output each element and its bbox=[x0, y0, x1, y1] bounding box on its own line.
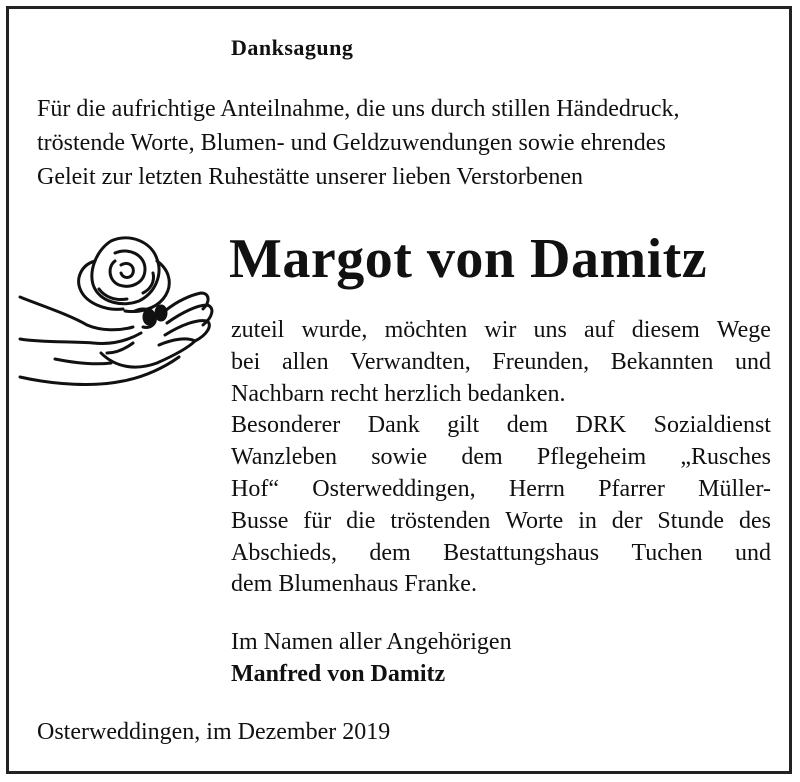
closing-block bbox=[231, 626, 512, 690]
word: Hof“ bbox=[231, 475, 279, 502]
word: für bbox=[303, 507, 332, 534]
intro-text bbox=[37, 92, 777, 194]
word: und bbox=[735, 539, 771, 566]
on-behalf-line: Im Namen aller Angehörigen bbox=[231, 629, 512, 655]
word: dem bbox=[461, 444, 503, 471]
word: Bestattungshaus bbox=[443, 539, 600, 566]
word: Pflegeheim bbox=[536, 444, 647, 471]
word: Freunden, bbox=[492, 348, 590, 375]
word: des bbox=[738, 507, 771, 534]
word: der bbox=[611, 507, 643, 534]
word: Abschieds, bbox=[231, 539, 337, 566]
word: gilt bbox=[447, 412, 480, 439]
word: Tuchen bbox=[631, 539, 703, 566]
word: allen bbox=[281, 348, 329, 375]
word: Sozialdienst bbox=[653, 412, 771, 439]
word: die bbox=[346, 507, 376, 534]
body-line bbox=[231, 506, 771, 538]
intro-line: tröstende Worte, Blumen- und Geldzuwendungen sowie ehrendes bbox=[37, 130, 666, 156]
word: Besonderer bbox=[231, 412, 341, 439]
intro-line: Geleit zur letzten Ruhestätte unserer lieben Verstorbenen bbox=[37, 164, 584, 190]
word: Osterweddingen, bbox=[312, 475, 476, 502]
word: Bekannten bbox=[610, 348, 714, 375]
deceased-name: Margot von Damitz bbox=[229, 228, 708, 290]
word: tröstenden bbox=[390, 507, 491, 534]
body-line bbox=[231, 538, 771, 570]
word: auf bbox=[583, 317, 615, 343]
word: wurde, bbox=[301, 317, 368, 343]
body-line bbox=[231, 442, 771, 474]
body-line bbox=[231, 474, 771, 506]
intro-line: Für die aufrichtige Anteilnahme, die uns durch stillen Händedruck, bbox=[37, 96, 680, 122]
word: in bbox=[578, 507, 597, 534]
word: dem bbox=[369, 539, 411, 566]
body-line bbox=[231, 315, 771, 347]
word: Stunde bbox=[657, 507, 725, 534]
word: Müller- bbox=[698, 475, 771, 502]
word: wir bbox=[484, 317, 517, 343]
word: bei bbox=[231, 348, 261, 375]
word: Wanzleben bbox=[231, 444, 338, 471]
place-date: Osterweddingen, im Dezember 2019 bbox=[37, 719, 391, 745]
word: sowie bbox=[371, 444, 428, 471]
body-line bbox=[231, 347, 771, 379]
word: „Rusches bbox=[680, 444, 771, 471]
word: Verwandten, bbox=[350, 348, 471, 375]
heading: Danksagung bbox=[231, 35, 354, 60]
word: DRK bbox=[575, 412, 627, 439]
word: Dank bbox=[367, 412, 420, 439]
word: Busse bbox=[231, 507, 289, 534]
rose-in-hand-icon bbox=[15, 231, 220, 396]
body-text bbox=[231, 315, 771, 601]
word: diesem bbox=[631, 317, 700, 343]
word: und bbox=[734, 348, 771, 375]
body-line: Nachbarn recht herzlich bedanken. bbox=[231, 380, 566, 407]
signer-name: Manfred von Damitz bbox=[231, 661, 446, 687]
body-line bbox=[231, 410, 771, 442]
word: uns bbox=[533, 317, 567, 343]
word: Worte bbox=[505, 507, 564, 534]
word: Pfarrer bbox=[598, 475, 665, 502]
obituary-card bbox=[6, 6, 792, 774]
word: Herrn bbox=[508, 475, 565, 502]
word: zuteil bbox=[231, 317, 285, 343]
word: möchten bbox=[384, 317, 468, 343]
word: dem bbox=[506, 412, 549, 439]
word: Wege bbox=[716, 317, 771, 343]
body-line: dem Blumenhaus Franke. bbox=[231, 571, 477, 598]
